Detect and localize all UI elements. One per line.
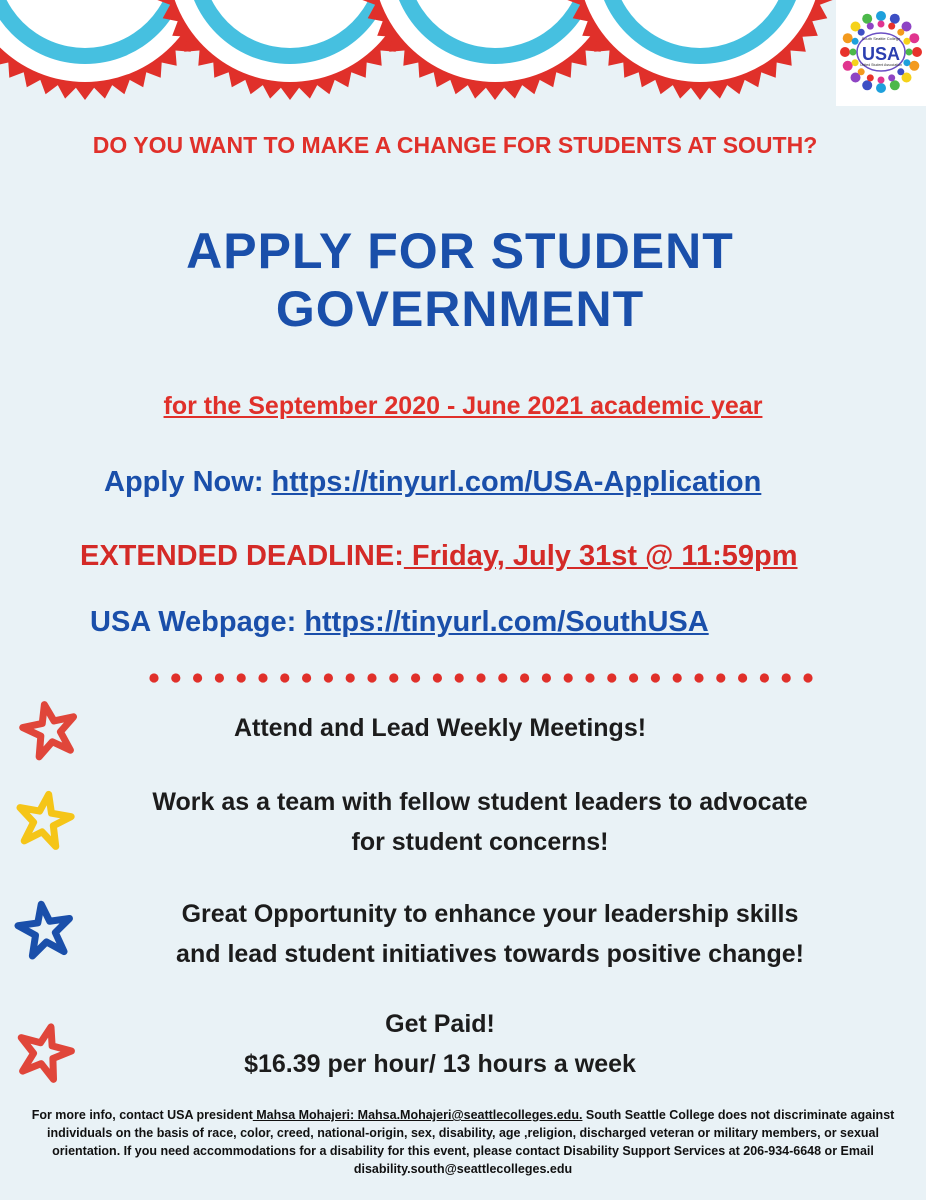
deadline-row — [80, 540, 798, 573]
webpage-row — [90, 606, 709, 639]
duty-item-3: Great Opportunity to enhance your leadership skills and lead student initiatives towards positive change! — [176, 900, 804, 968]
red-star-icon — [18, 700, 82, 762]
deadline-value: Friday, July 31st @ 11:59pm — [403, 540, 798, 572]
footer-disclaimer: For more info, contact USA president Mahsa Mohajeri: Mahsa.Mohajeri@seattlecolleges.edu. South Seattle College does not discriminate against individuals on the basis of race, color, creed, national-origin, sex, disability, age ,religion, discharged veteran or military members, or sexual orientation. If you need accommodations for a disability for this event, please contact Disability Support Services at 206-934-6648 or Email disability.south@seattlecolleges.edu — [31, 1108, 895, 1176]
headline-line-1: APPLY FOR STUDENT — [186, 223, 734, 279]
dotted-divider — [148, 670, 814, 686]
bunting-decoration — [0, 0, 840, 110]
usa-logo — [836, 0, 926, 106]
webpage-link[interactable]: https://tinyurl.com/SouthUSA — [304, 606, 709, 638]
page-title — [60, 222, 860, 338]
red-star-icon — [12, 1022, 76, 1084]
duty-item-2: Work as a team with fellow student leaders to advocate for student concerns! — [152, 788, 808, 856]
webpage-label: USA Webpage: — [90, 606, 305, 638]
academic-year: for the September 2020 - June 2021 academic year — [163, 392, 763, 420]
duty-item-1: Attend and Lead Weekly Meetings! — [233, 714, 647, 742]
tagline: DO YOU WANT TO MAKE A CHANGE FOR STUDENTS AT SOUTH? — [92, 132, 818, 158]
deadline-label: EXTENDED DEADLINE: — [80, 540, 404, 572]
svg-text:South Seattle College: South Seattle College — [861, 36, 901, 41]
blue-star-icon — [12, 900, 78, 962]
yellow-star-icon — [12, 790, 76, 852]
headline-line-2: GOVERNMENT — [275, 281, 645, 337]
svg-text:United Student Association: United Student Association — [860, 63, 902, 67]
apply-now-label: Apply Now: — [104, 466, 272, 498]
svg-text:USA: USA — [861, 44, 901, 64]
contact-info[interactable]: Mahsa Mohajeri: Mahsa.Mohajeri@seattlecolleges.edu. — [252, 1108, 583, 1122]
apply-now-row — [104, 466, 761, 499]
apply-link[interactable]: https://tinyurl.com/USA-Application — [271, 466, 762, 498]
duty-item-4: Get Paid! $16.39 per hour/ 13 hours a week — [244, 1010, 636, 1078]
